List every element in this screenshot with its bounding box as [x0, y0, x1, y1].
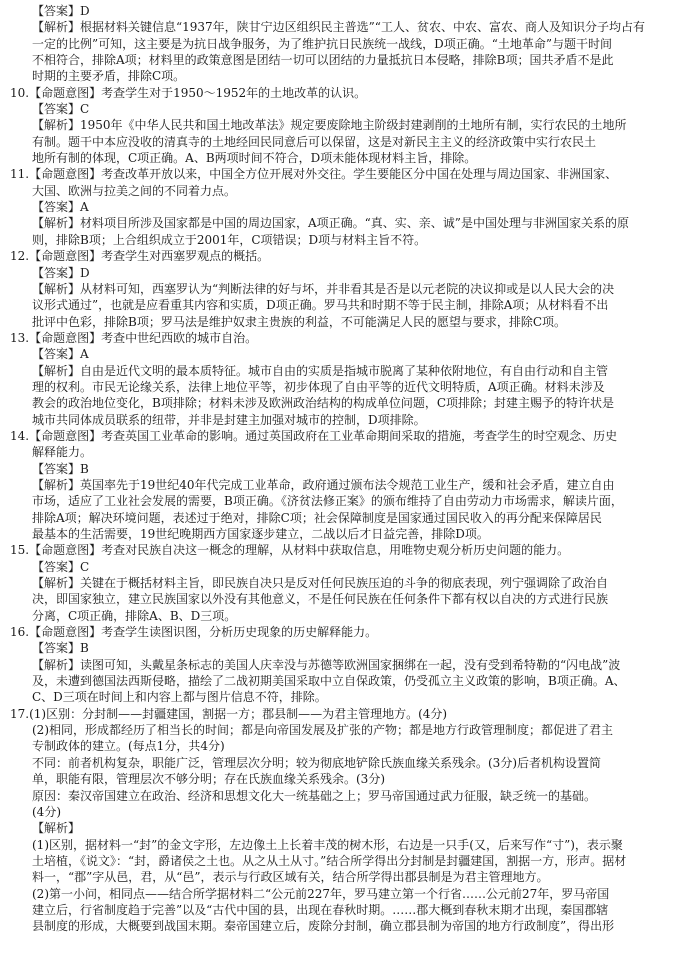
- text-line: 不同：前者机构复杂，职能广泛，管理层次分明；较为彻底地铲除氏族血缘关系残余。(3分)后者机构设置简: [32, 755, 602, 770]
- text-line: 【解析】根据材料关键信息“1937年，陕甘宁边区组织民主普选”“工人、贫农、中农、富农、商人及知识分子均占有: [32, 20, 645, 35]
- text-line: 【答案】B: [32, 461, 89, 476]
- text-line: (2)相同，形成都经历了相当长的时间；都是向帝国发展及扩张的产物；都是地方行政管理制度；都促进了君主: [32, 723, 614, 738]
- text-line: 则，排除B项；上合组织成立于2001年，C项错误；D项与材料主旨不符。: [32, 232, 427, 247]
- text-line: C、D三项在时间上和内容上都与图片信息不符，排除。: [32, 690, 327, 705]
- text-line: 14.【命题意图】考查英国工业革命的影响。通过英国政府在工业革命期间采取的措施，考查学生的时空观念、历史: [10, 428, 618, 443]
- text-line: 【答案】B: [32, 641, 89, 656]
- text-line: 及，未遭到德国法西斯侵略，描绘了二战初期美国采取中立自保政策，仍受孤立主义政策的影响，B项正确。A、: [32, 674, 626, 689]
- text-line: 料一，“郡”字从邑，君，从“邑”，表示与行政区域有关，结合所学得出郡县制是为君主管理地方。: [32, 870, 549, 885]
- text-line: 一定的比例”可知，这主要是为抗日战争服务，为了维护抗日民族统一战线，D项正确。“土地革命”与题干时间: [32, 36, 613, 51]
- text-line: 【解析】自由是近代文明的最本质特征。城市自由的实质是指城市脱离了某种依附地位，有自由行动和自主管: [32, 363, 609, 378]
- text-line: 【答案】A: [32, 200, 89, 215]
- text-line: 城市共同体成员联系的纽带，并非是封建主加强对城市的控制，D项排除。: [32, 412, 426, 427]
- text-line: 大国、欧洲与拉美之间的不同着力点。: [32, 183, 237, 198]
- text-line: 【解析】: [32, 821, 81, 836]
- text-line: 批评中色彩，排除B项；罗马法是维护奴隶主贵族的利益，不可能满足人民的愿望与要求，排除C项。: [32, 314, 567, 329]
- text-line: 【答案】A: [32, 347, 89, 362]
- text-line: 15.【命题意图】考查对民族自决这一概念的理解，从材料中获取信息，用唯物史观分析历史问题的能力。: [10, 543, 570, 558]
- text-line: 【解析】读图可知，头戴星条标志的美国人庆幸没与苏德等欧洲国家捆绑在一起，没有受到希特勒的“闪电战”波: [32, 657, 621, 672]
- text-line: 排除A项；解决环境问题，表述过于绝对，排除C项；社会保障制度是国家通过国民收入的再分配来保障居民: [32, 510, 602, 525]
- text-line: 10.【命题意图】考查学生对于1950～1952年的土地改革的认识。: [10, 85, 367, 100]
- text-line: 决，即国家独立，建立民族国家以外没有其他意义，不是任何民族在任何条件下都有权以自决的方式进行民族: [32, 592, 609, 607]
- text-line: 专制政体的建立。(每点1分，共4分): [32, 739, 225, 754]
- text-line: 【答案】C: [32, 559, 90, 574]
- text-line: (1)区别，据材料一“封”的金文字形，左边像土上长着丰茂的树木形，右边是一只手(又，后来写作“寸”)，表示聚: [32, 837, 623, 852]
- text-line: 11.【命题意图】考查改革开放以来，中国全方位开展对外交往。学生要能区分中国在处理与周边国家、非洲国家、: [10, 167, 618, 182]
- text-line: 建立后，行省制度趋于完善”以及“古代中国的县，出现在春秋时期。……郡大概到春秋末期才出现，秦国郡辖: [32, 902, 609, 917]
- text-line: 议形式通过”，也就是应看重其内容和实质，D项正确。罗马共和时期不等于民主制，排除A项；从材料看不出: [32, 298, 609, 313]
- text-line: (2)第一小问，相同点——结合所学据材料二“公元前227年，罗马建立第一个行省……公元前27年，罗马帝国: [32, 886, 610, 901]
- text-line: 12.【命题意图】考查学生对西塞罗观点的概括。: [10, 249, 270, 264]
- text-line: 土培植，《说文》：“封，爵诸侯之土也。从之从土从寸。”结合所学得出分封制是封疆建国，割据一方，形声。据材: [32, 853, 627, 868]
- text-line: (4分): [32, 804, 61, 819]
- text-line: 最基本的生活需要，19世纪晚期西方国家逐步建立，二战以后才日益完善，排除D项。: [32, 527, 489, 541]
- text-line: 【解析】英国率先于19世纪40年代完成工业革命，政府通过颁布法令规范工业生产，缓和社会矛盾，建立自由: [32, 477, 615, 492]
- text-line: 【解析】材料项目所涉及国家都是中国的周边国家，A项正确。“真、实、亲、诚”是中国处理与非洲国家关系的原: [32, 216, 629, 231]
- text-line: 【答案】C: [32, 102, 90, 117]
- text-line: 【答案】D: [32, 265, 90, 280]
- text-line: 解释能力。: [32, 445, 93, 460]
- text-line: 单，职能有限，管理层次不够分明；存在氏族血缘关系残余。(3分): [32, 772, 386, 787]
- text-line: 【解析】1950年《中华人民共和国土地改革法》规定要废除地主阶级封建剥削的土地所有制，实行农民的土地所: [32, 118, 627, 133]
- text-line: 有制。题干中本应没收的清真寺的土地经回民同意后可以保留，这是对新民主主义的经济政策中实行农民土: [32, 134, 597, 149]
- text-line: 地所有制的体现，C项正确。A、B两项时间不符合，D项未能体现材料主旨，排除。: [32, 151, 477, 166]
- text-line: 原因：秦汉帝国建立在政治、经济和思想文化大一统基础之上；罗马帝国通过武力征服，缺乏统一的基础。: [32, 788, 597, 803]
- text-line: 时期的主要矛盾，排除C项。: [32, 69, 186, 84]
- text-line: 县制度的形成，大概要到战国末期。秦帝国建立后，废除分封制，确立郡县制为帝国的地方行政制度”，得出形: [32, 919, 615, 934]
- text-line: 市场，适应了工业社会发展的需要，B项正确。《济贫法修正案》的颁布维持了自由劳动力市场需求，解读片面，: [32, 494, 623, 509]
- text-line: 13.【命题意图】考查中世纪西欧的城市自治。: [10, 330, 258, 345]
- text-line: 理的权利。市民无论缘关系，法律上地位平等，初步体现了自由平等的近代文明特质，A项正确。材料未涉及: [32, 379, 605, 394]
- text-line: 不相符合，排除A项；材料里的政策意图是团结一切可以团结的力量抵抗日本侵略，排除B项；国共矛盾不是此: [32, 53, 614, 68]
- text-line: 16.【命题意图】考查学生读图识图，分析历史现象的历史解释能力。: [10, 625, 378, 640]
- text-line: 教会的政治地位变化，B项排除；材料未涉及欧洲政治结构的构成单位问题，C项排除；封建主赐予的特许状是: [32, 396, 615, 411]
- text-line: 【答案】D: [32, 4, 90, 18]
- text-line: 17.(1)区别：分封制——封疆建国，割据一方；郡县制——为君主管理地方。(4分): [10, 706, 448, 721]
- text-line: 分离，C项正确，排除A、B、D三项。: [32, 608, 237, 623]
- text-line: 【解析】关键在于概括材料主旨，即民族自决只是反对任何民族压迫的斗争的彻底表现，列宁强调除了政治自: [32, 576, 609, 591]
- text-line: 【解析】从材料可知，西塞罗认为“判断法律的好与坏，并非看其是否是以元老院的决议抑或是以人民大会的决: [32, 281, 615, 296]
